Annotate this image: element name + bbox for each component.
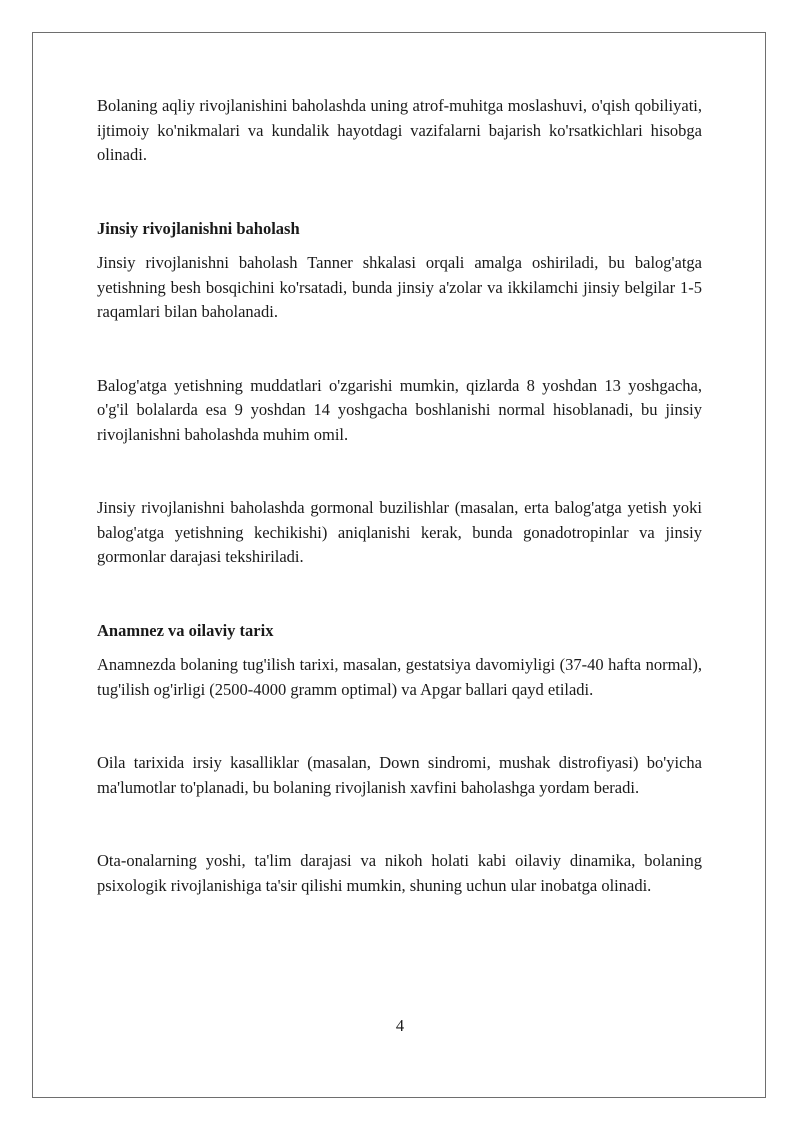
section1-paragraph-1: Jinsiy rivojlanishni baholash Tanner shkalasi orqali amalga oshiriladi, bu balog'atga yetishning besh bosqichini ko'rsatadi, bunda jinsiy a'zolar va ikkilamchi jinsiy belgilar 1-5 raqamlari bilan baholanadi. — [97, 253, 702, 321]
page-number: 4 — [395, 1016, 405, 1035]
intro-paragraph: Bolaning aqliy rivojlanishini baholashda uning atrof-muhitga moslashuvi, o'qish qobiliyati, ijtimoiy ko'nikmalari va kundalik hayotdagi vazifalarni bajarish ko'rsatkichlari hisobga olinadi. — [97, 96, 702, 164]
section-heading-sexual-development: Jinsiy rivojlanishni baholash — [97, 218, 300, 238]
section2-paragraph-2: Oila tarixida irsiy kasalliklar (masalan, Down sindromi, mushak distrofiyasi) bo'yicha ma'lumotlar to'planadi, bu bolaning rivojlanish xavfini baholashga yordam beradi. — [97, 753, 702, 797]
section2-paragraph-3: Ota-onalarning yoshi, ta'lim darajasi va nikoh holati kabi oilaviy dinamika, bolaning psixologik rivojlanishiga ta'sir qilishi mumkin, shuning uchun ular inobatga olinadi. — [97, 851, 702, 895]
section2-paragraph-1: Anamnezda bolaning tug'ilish tarixi, masalan, gestatsiya davomiyligi (37-40 hafta normal), tug'ilish og'irligi (2500-4000 gramm optimal) va Apgar ballari qayd etiladi. — [97, 655, 702, 699]
section-heading-anamnesis: Anamnez va oilaviy tarix — [97, 620, 274, 640]
section1-paragraph-2: Balog'atga yetishning muddatlari o'zgarishi mumkin, qizlarda 8 yoshdan 13 yoshgacha, o'g'il bolalarda esa 9 yoshdan 14 yoshgacha boshlanishi normal hisoblanadi, bu jinsiy rivojlanishni baholashda muhim omil. — [97, 375, 702, 444]
section1-paragraph-3: Jinsiy rivojlanishni baholashda gormonal buzilishlar (masalan, erta balog'atga yetish yoki balog'atga yetishning kechikishi) aniqlanishi kerak, bunda gonadotropinlar va jinsiy gormonlar darajasi tekshiriladi. — [97, 498, 702, 566]
page-content — [97, 94, 702, 898]
